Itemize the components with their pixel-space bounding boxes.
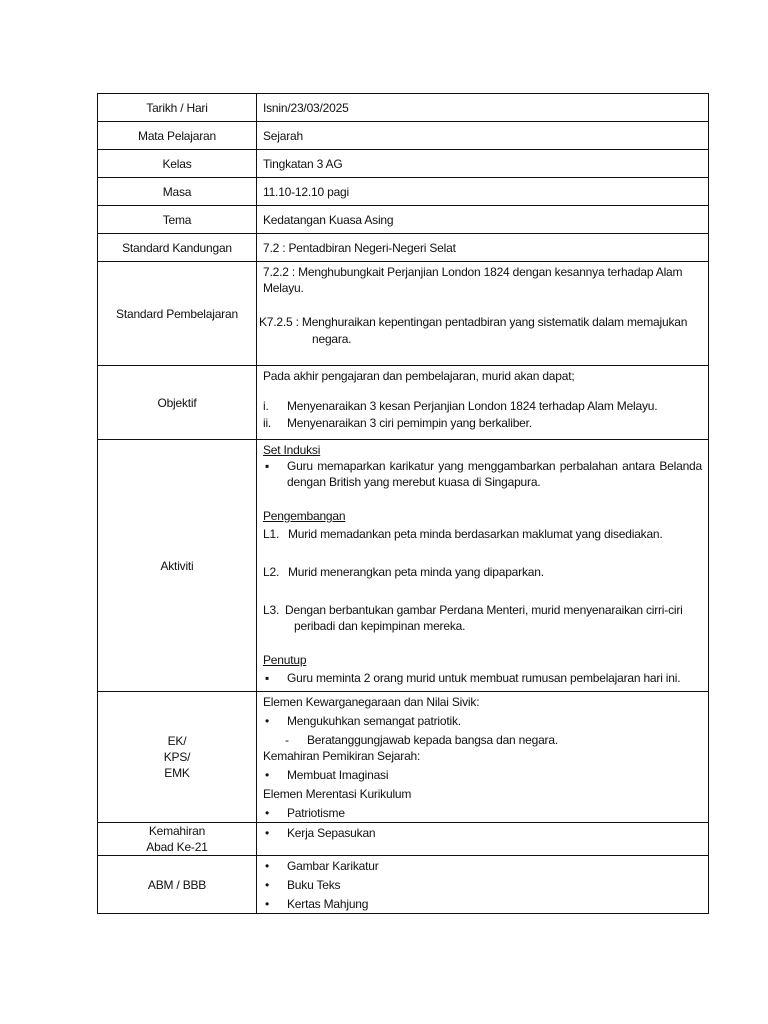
dash-marker-icon: - <box>285 733 289 747</box>
emk-item: • Patriotisme <box>265 806 345 820</box>
heading-penutup: Penutup <box>263 653 307 667</box>
value-ek-kps-emk <box>257 692 709 823</box>
set-induksi-item: ▪ Guru memaparkan karikatur yang menggambarkan perbalahan antara Belanda dengan British yang merebut kuasa di Singapura. <box>265 459 702 489</box>
row-standard-pembelajaran <box>98 262 709 366</box>
value-abm-bbb <box>257 856 709 914</box>
value-objektif <box>257 366 709 440</box>
label-tema: Tema <box>98 206 257 234</box>
ek-heading: Elemen Kewarganegaraan dan Nilai Sivik: <box>263 695 480 709</box>
activity-l2: L2. Murid menerangkan peta minda yang dipaparkan. <box>263 565 544 579</box>
dot-bullet-icon: • <box>265 806 270 820</box>
label-kemahiran-abad: Kemahiran Abad Ke-21 <box>98 823 257 856</box>
label-kelas: Kelas <box>98 150 257 178</box>
sp-line-2: K7.2.5 : Menghuraikan kepentingan pentadbiran yang sistematik dalam memajukan <box>259 315 688 329</box>
objektif-item: ii. Menyenaraikan 3 ciri pemimpin yang berkaliber. <box>263 416 532 430</box>
row-tema <box>98 206 709 234</box>
emk-heading: Elemen Merentasi Kurikulum <box>263 787 412 801</box>
activity-l3: L3. Dengan berbantukan gambar Perdana Menteri, murid menyenaraikan cirri-ciri <box>263 603 683 617</box>
row-standard-kandungan <box>98 234 709 262</box>
label-masa: Masa <box>98 178 257 206</box>
value-standard-kandungan: 7.2 : Pentadbiran Negeri-Negeri Selat <box>257 234 709 262</box>
row-ek-kps-emk <box>98 692 709 823</box>
square-bullet-icon: ▪ <box>265 671 270 685</box>
value-mata-pelajaran: Sejarah <box>257 122 709 150</box>
abm-item: • Buku Teks <box>265 878 341 892</box>
abm-item: • Gambar Karikatur <box>265 859 379 873</box>
lesson-plan-table <box>97 93 709 914</box>
row-kemahiran-abad <box>98 823 709 856</box>
row-kelas <box>98 150 709 178</box>
row-masa <box>98 178 709 206</box>
penutup-item: ▪ Guru meminta 2 orang murid untuk membuat rumusan pembelajaran hari ini. <box>265 671 681 685</box>
abad-item: • Kerja Sepasukan <box>265 826 376 840</box>
value-standard-pembelajaran <box>257 262 709 366</box>
label-tarikh: Tarikh / Hari <box>98 94 257 122</box>
ek-subitem: - Beratanggungjawab kepada bangsa dan negara. <box>263 732 702 748</box>
value-kemahiran-abad <box>257 823 709 856</box>
heading-pengembangan: Pengembangan <box>263 509 346 523</box>
dot-bullet-icon: • <box>265 826 270 840</box>
row-objektif <box>98 366 709 440</box>
objektif-intro: Pada akhir pengajaran dan pembelajaran, murid akan dapat; <box>263 369 575 383</box>
value-masa: 11.10-12.10 pagi <box>257 178 709 206</box>
row-tarikh <box>98 94 709 122</box>
value-tema: Kedatangan Kuasa Asing <box>257 206 709 234</box>
label-objektif: Objektif <box>98 366 257 440</box>
square-bullet-icon: ▪ <box>265 459 270 473</box>
heading-set-induksi: Set Induksi <box>263 443 321 457</box>
label-ek-kps-emk: EK/ KPS/ EMK <box>98 692 257 823</box>
label-standard-pembelajaran: Standard Pembelajaran <box>98 262 257 366</box>
objektif-item: i. Menyenaraikan 3 kesan Perjanjian London 1824 terhadap Alam Melayu. <box>263 399 658 413</box>
kps-item: • Membuat Imaginasi <box>265 768 389 782</box>
label-aktiviti: Aktiviti <box>98 440 257 692</box>
dot-bullet-icon: • <box>265 714 270 728</box>
value-aktiviti <box>257 440 709 692</box>
ek-item: • Mengukuhkan semangat patriotik. <box>265 714 461 728</box>
activity-l3-cont: peribadi dan kepimpinan mereka. <box>294 619 466 633</box>
row-aktiviti <box>98 440 709 692</box>
abm-item: • Kertas Mahjung <box>265 897 369 911</box>
sp-line-1: 7.2.2 : Menghubungkait Perjanjian London 1824 dengan kesannya terhadap Alam Melayu. <box>263 265 683 295</box>
label-standard-kandungan: Standard Kandungan <box>98 234 257 262</box>
activity-l1: L1. Murid memadankan peta minda berdasarkan maklumat yang disediakan. <box>263 527 663 541</box>
dot-bullet-icon: • <box>265 768 270 782</box>
label-abm-bbb: ABM / BBB <box>98 856 257 914</box>
label-mata-pelajaran: Mata Pelajaran <box>98 122 257 150</box>
value-kelas: Tingkatan 3 AG <box>257 150 709 178</box>
dot-bullet-icon: • <box>265 859 270 873</box>
row-abm-bbb <box>98 856 709 914</box>
dot-bullet-icon: • <box>265 897 270 911</box>
row-mata-pelajaran <box>98 122 709 150</box>
value-tarikh: Isnin/23/03/2025 <box>257 94 709 122</box>
dot-bullet-icon: • <box>265 878 270 892</box>
sp-line-2-cont: negara. <box>312 332 352 346</box>
kps-heading: Kemahiran Pemikiran Sejarah: <box>263 749 421 763</box>
